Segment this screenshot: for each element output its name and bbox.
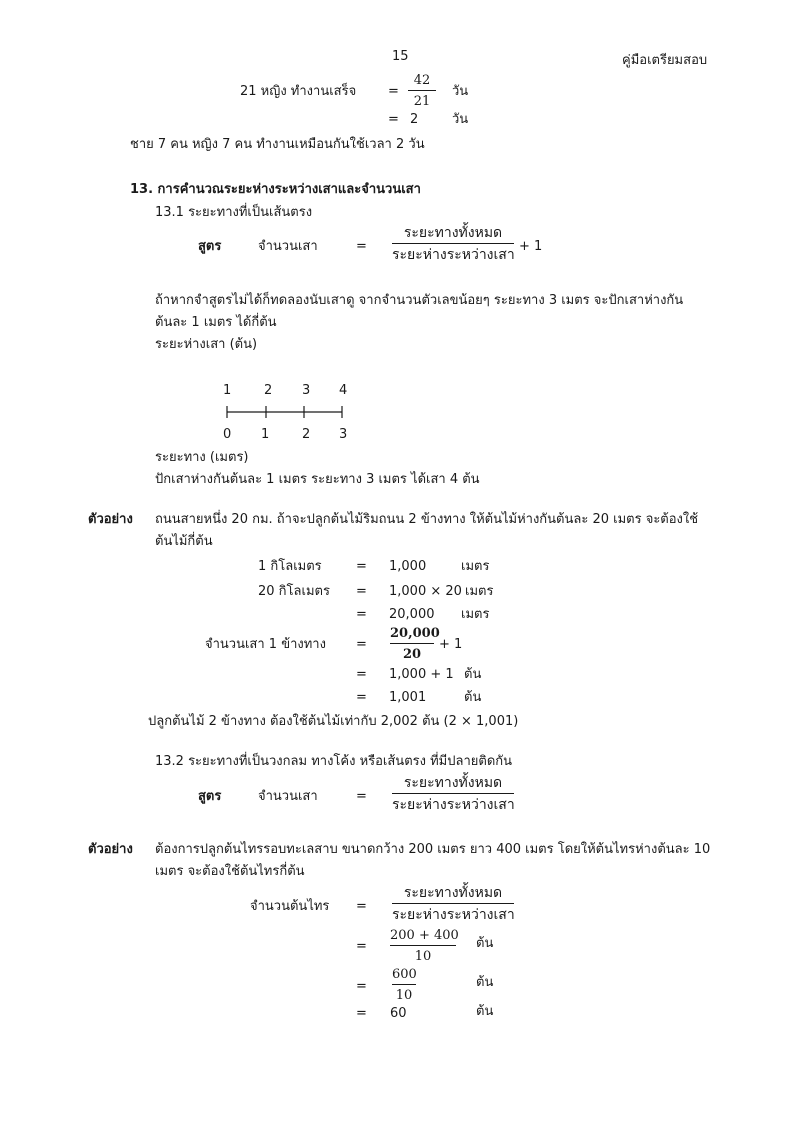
calc-row-eq: =	[356, 690, 367, 705]
calc-row-value: 1,000 + 1	[389, 667, 454, 682]
formula-1-lhs: จำนวนเสา	[258, 239, 318, 254]
example-2-unit: ต้น	[476, 936, 494, 951]
example-1-text-2: ต้นไม้กี่ต้น	[155, 534, 213, 549]
paragraph-4: ระยะทาง (เมตร)	[155, 450, 249, 465]
fraction-denominator: 21	[413, 94, 431, 109]
top-conclusion: ชาย 7 คน หญิง 7 คน ทำงานเหมือนกันใช้เวลา 2 วัน	[130, 137, 425, 152]
diagram-top-label: 1	[223, 383, 232, 398]
top-line1-label: 21 หญิง ทำงานเสร็จ	[240, 84, 357, 99]
diagram-top-label: 4	[339, 383, 348, 398]
calc-row-lhs: 1 กิโลเมตร	[258, 559, 322, 574]
formula-1-plus-one: + 1	[519, 239, 543, 254]
paragraph-5: ปักเสาห่างกันต้นละ 1 เมตร ระยะทาง 3 เมตร ได้เสา 4 ต้น	[155, 472, 480, 487]
fraction-numerator: 20,000	[390, 626, 440, 641]
fraction-denominator: 10	[395, 988, 413, 1003]
calc-row-value: 1,000	[389, 559, 427, 574]
posts-per-side-eq: =	[356, 637, 367, 652]
top-line2-eq: =	[388, 112, 399, 127]
fraction-bar	[390, 643, 434, 644]
fraction-bar	[392, 243, 514, 244]
number-line	[224, 404, 344, 420]
calc-row-eq: =	[356, 584, 367, 599]
example-2-eq: =	[356, 939, 367, 954]
calc-row-eq: =	[356, 559, 367, 574]
diagram-bottom-label: 1	[261, 427, 270, 442]
top-line2-value: 2	[410, 112, 419, 127]
calc-row-lhs: 20 กิโลเมตร	[258, 584, 330, 599]
fraction-numerator: 42	[413, 73, 431, 88]
fraction-bar	[392, 903, 514, 904]
calc-row-unit: เมตร	[461, 559, 490, 574]
fraction-denominator: ระยะห่างระหว่างเสา	[392, 907, 515, 923]
fraction-bar	[408, 90, 436, 91]
calc-row-value: 1,001	[389, 690, 427, 705]
diagram-top-label: 3	[302, 383, 311, 398]
formula-1-label: สูตร	[198, 239, 222, 254]
calc-row-value: 1,000 × 20	[389, 584, 462, 599]
example-2-eq: =	[356, 979, 367, 994]
posts-per-side-lhs: จำนวนเสา 1 ข้างทาง	[205, 637, 326, 652]
formula-1-fraction	[392, 226, 514, 262]
fraction-numerator: 600	[392, 967, 417, 982]
fraction-numerator: 200 + 400	[390, 928, 459, 943]
fraction-denominator: ระยะห่างระหว่างเสา	[392, 797, 515, 813]
example-2-fraction-3	[392, 968, 416, 1002]
fraction-bar	[392, 793, 514, 794]
top-unit-day: วัน	[452, 84, 469, 99]
example-2-eq: =	[356, 899, 367, 914]
formula-2-fraction	[392, 776, 514, 812]
example-1-label: ตัวอย่าง	[88, 512, 133, 527]
paragraph-2: ต้นละ 1 เมตร ได้กี่ต้น	[155, 315, 277, 330]
example-2-unit: ต้น	[476, 975, 494, 990]
header-title: คู่มือเตรียมสอบ	[622, 53, 708, 68]
example-1-conclusion: ปลูกต้นไม้ 2 ข้างทาง ต้องใช้ต้นไม้เท่ากับ 2,002 ต้น (2 × 1,001)	[148, 714, 519, 729]
section-13-2-heading: 13.2 ระยะทางที่เป็นวงกลม ทางโค้ง หรือเส้นตรง ที่มีปลายติดกัน	[155, 754, 513, 769]
paragraph-3: ระยะห่างเสา (ต้น)	[155, 337, 258, 352]
page-number: 15	[392, 49, 409, 64]
calc-row-unit: ต้น	[464, 667, 482, 682]
posts-plus-one: + 1	[439, 637, 463, 652]
example-2-label: ตัวอย่าง	[88, 842, 133, 857]
example-2-lhs: จำนวนต้นไทร	[250, 899, 330, 914]
calc-row-value: 20,000	[389, 607, 435, 622]
fraction-numerator: ระยะทางทั้งหมด	[403, 885, 503, 901]
diagram-top-label: 2	[264, 383, 273, 398]
posts-fraction	[390, 626, 440, 662]
fraction-numerator: ระยะทางทั้งหมด	[403, 775, 503, 791]
formula-1-eq: =	[356, 239, 367, 254]
calc-row-unit: เมตร	[465, 584, 494, 599]
fraction-bar	[390, 945, 456, 946]
example-2-fraction-1	[392, 886, 514, 922]
example-1-text-1: ถนนสายหนึ่ง 20 กม. ถ้าจะปลูกต้นไม้ริมถนน 2 ข้างทาง ให้ต้นไม้ห่างกันต้นละ 20 เมตร จะต้องใช้	[155, 512, 699, 527]
top-line2-unit: วัน	[452, 112, 469, 127]
example-2-unit: ต้น	[476, 1004, 494, 1019]
fraction-denominator: 20	[402, 647, 422, 662]
example-2-result: 60	[390, 1006, 407, 1021]
calc-row-unit: เมตร	[461, 607, 490, 622]
example-2-eq: =	[356, 1006, 367, 1021]
calc-row-unit: ต้น	[464, 690, 482, 705]
top-fraction	[408, 74, 436, 108]
example-2-text-1: ต้องการปลูกต้นไทรรอบทะเลสาบ ขนาดกว้าง 200 เมตร ยาว 400 เมตร โดยให้ต้นไทรห่างต้นละ 10	[155, 842, 711, 857]
example-2-fraction-2	[390, 928, 459, 964]
paragraph-1: ถ้าหากจำสูตรไม่ได้ก็ทดลองนับเสาดู จากจำนวนตัวเลขน้อยๆ ระยะทาง 3 เมตร จะปักเสาห่างกัน	[155, 293, 684, 308]
diagram-bottom-label: 2	[302, 427, 311, 442]
formula-2-lhs: จำนวนเสา	[258, 789, 318, 804]
fraction-denominator: 10	[414, 949, 432, 964]
calc-row-eq: =	[356, 607, 367, 622]
fraction-bar	[392, 984, 416, 985]
diagram-bottom-label: 3	[339, 427, 348, 442]
fraction-numerator: ระยะทางทั้งหมด	[403, 225, 503, 241]
fraction-denominator: ระยะห่างระหว่างเสา	[392, 247, 515, 263]
formula-2-label: สูตร	[198, 789, 222, 804]
section-13-1-heading: 13.1 ระยะทางที่เป็นเส้นตรง	[155, 205, 313, 220]
example-2-text-2: เมตร จะต้องใช้ต้นไทรกี่ต้น	[155, 864, 305, 879]
section-13-heading: 13. การคำนวณระยะห่างระหว่างเสาและจำนวนเสา	[130, 182, 421, 197]
top-eq: =	[388, 84, 399, 99]
diagram-bottom-label: 0	[223, 427, 232, 442]
formula-2-eq: =	[356, 789, 367, 804]
calc-row-eq: =	[356, 667, 367, 682]
